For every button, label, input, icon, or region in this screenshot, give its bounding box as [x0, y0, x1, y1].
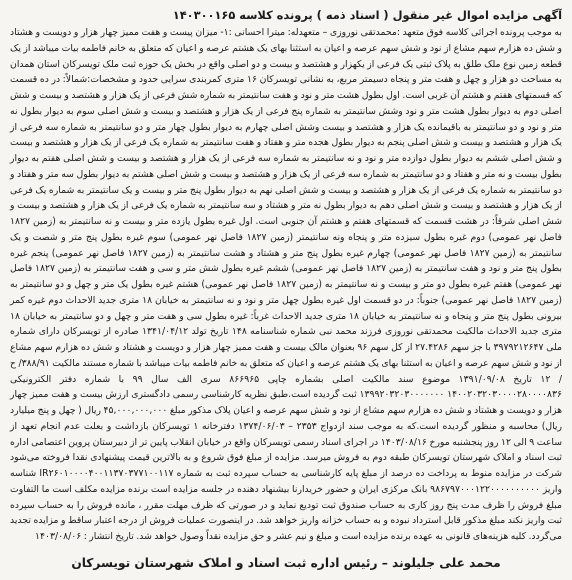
notice-body: به موجب پرونده اجرائی کلاسه فوق متعهد :محمدتقی نوروزی – متعهدله: میترا احسانی :۱- میزان پیست و هفت ممیز چهار هزار و دویست و هشتاد و شش ده هزارم سهم مشاع از نود و شش سهم عرصه و اعیان به استثنا بهای یک هشتم عرصه و اعیان که متعلق به خانم فاطمه بیات میباشد از یک قطعه زمین نوع ملک طلق به پلاک ثبتی یک فرعی از یکهزار و هشتصد و بیست و دو اصلی واقع در بخش یک حوزه ثبت ملک تویسرکان استان همدان به مساحت دو هزار و چهل و هفت متر و پنجاه دسیمتر مربع، به نشانی تویسرکان ۱۶ متری کمربندی سرایی حدود و مشخصات:شمالاً: در ده قسمت که قسمتهای هفتم و هشتم آن غربی است. اول بطول هشت متر و نود و هفت سانتیمتر به شماره شش فرعی از یک هزار و هشتصد و بیست و شش اصلی دوم به دیوار بطول هشت متر و نود وشش سانتیمتر به شماره پنج فرعی از یک هزار و هشتصد و بیست و شش اصلی سوم به دیوار بطول نه متر و نود و دو سانتیمتر به باقیمانده یک هزار و هشتصد و بیست وشش اصلی چهارم به دیوار بطول چهار متر و دو سانتیمتر به شماره سه فرعی از یک هزار و هشتصد و بیست و شش اصلی پنجم به دیوار بطول هجده متر و هفتاد و هفت سانتیمتر به شماره یک فرعی از یک هزار و هشتصد و بیست و شش اصلی ششم به دیوار بطول دوازده متر و نود و نه سانتیمتر به شماره سه فرعی از یک هزار و هشتصد و بیست و شش اصلی هفتم به دیوار بطول بیست و نه متر و هفتاد و دو سانتیمتر به شماره سه فرعی از یک هزار و هشتصد و بیست و شش اصلی هشتم به دیوار بطول سه متر و هفتاد و دو سانتیمتر به شماره یک فرعی از یک هزار و هشتصد و بیست و شش اصلی نهم به دیوار بطول پنج متر و بیست و یک سانتیمتر به شماره یک فرعی از یک هزار و هشتصد و بیست و شش اصلی دهم به دیوار بطول نه متر و هشتاد و سه سانتیمتر به شماره یک فرعی از یک هزار و هشتصد و بیست و شش اصلی شرقاً: در هشت قسمت که قسمتهای هفتم و هشتم آن جنوبی است. اول غیره بطول یازده متر و بیست و نه سانتیمتر به (زمین ۱۸۲۷ فاصل نهر عمومی) دوم غیره بطول سیزده متر و پنجاه ونه سانتیمتر (زمین ۱۸۲۷ فاصل نهر عمومی) سوم غیره بطول پنج متر و شصت و یک سانتیمتر به (زمین ۱۸۲۷ فاصل نهر عمومی) چهارم غیره بطول پنج متر و هشتاد و هشت سانتیمتر به (زمین ۱۸۲۷ فاصل نهر عمومی) پنجم غیره بطول پنج متر و نود و هفت سانتیمتر به (زمین ۱۸۲۷ فاصل نهر عمومی) ششم غیره بطول شش متر و سی و هفت سانتیمتر به (زمین ۱۸۲۷ فاصل نهر عمومی) هفتم غیره بطول دو متر و بیست و نه سانتیمتر به (زمین ۱۸۲۷ فاصل نهر عمومی) هشتم غیره بطول یک متر و چهل و دو سانتیمتر به (زمین ۱۸۲۷ فاصل نهر عمومی) جنوباً: در دو قسمت اول غیره بطول چهل متر و نود و نه سانتیمتر به خیابان ۱۸ متری جدید الاحداث دوم غیره کمر بیرونی بطول پنج متر و پنجاه و نه سانتیمتر به خیابان ۱۸ متری جدید الاحداث غرباً: غیره بطول سی و هفت متر و چهل و دو سانتیمتر به خیابان ۱۸ متری جدید الاحداث مالکیت محمدتقی نوروزی فرزند محمد نبی شماره شناسنامه ۱۴۸ تاریخ تولد ۱۳۴۱/۰۴/۱۲ صادره از تویسرکان دارای شماره ملی ۳۹۷۹۲۱۲۶۴۷ با جز سهم ۲۷.۴۲۸۶ از کل سهم ۹۶ بعنوان مالک بیست و هفت ممیز چهار هزار و دویست و هشتاد و شش ده هزارم سهم مشاع از نود و شش سهم عرصه و اعیان به استثنا بهای یک هشتم عرصه و اعیان که متعلق به خانم فاطمه بیات میباشد با شماره مستند مالکیت ۳۸۸/۹۱/ ح / ۱۲ تاریخ ۱۳۹۱/۰۹/۰۸ موضوع سند مالکیت اصلی بشماره چاپی ۸۶۶۹۶۵ سری الف سال ۹۹ با شماره دفتر الکترونیکی ۱۴۰۰۲۰۳۲۰۳۰۰۰۰۲۸۰۰۰۰۸۳۶ ۱۳۹۹۲۰۳۲۰۳۰۰۰۰۰۰۰ ثبت گردیده است.طبق نظریه کارشناسی رسمی دادگستری ارزش بیست و هفت ممیز چهار هزار و دویست و هشتاد و شش ده هزارم سهم مشاع از نود و شش سهم عرصه و اعیان پلاک مذکور مبلغ ۴۵,۰۰۰,۰۰۰,۰۰۰ ریال ( چهل و پنج میلیارد ریال) محاسبه و منظور گردیده است.که به موجب سند ازدواج ۲۳۵۳ – ۱۳۷۴/۰۶/۰۳ دفترخانه ۱ تویسرکان بازداشت و بعلت عدم انجام تعهد از ساعت ۹ الی ۱۲ روز پنجشنبه مورخ ۱۴۰۳/۰۸/۱۶ در اجرای اسناد رسمی تویسرکان واقع در خیابان انقلاب پایین تر از دبیرستان پروین اعتصامی اداره ثبت اسناد و املاک شهرستان تویسرکان طبقه دوم به فروش میرسد. مزایده از مبلغ فوق شروع و به بالاترین قیمت پیشنهادی نقدا فروخته می‌شود شرکت در مزایده منوط به پرداخت ده درصد از مبلغ پایه کارشناسی به حساب سپرده ثبت به شماره IR۲۶۰۱۰۰۰۰۴۰۰۱۱۳۷۰۳۷۷۱۰۰۱۱۷ شناسه واریز ۹۸۶۷۹۷۰۰۰۱۲۲۰۰۰۰۰۰۰۰۰۰ بانک مرکزی ایران و حضور خریدارنا بیشنهاد دهنده در جلسه مزایده است برنده مزایده مکلف است ما التفاوت مبلغ فروش را ظرف مدت پنج روز کاری به حساب صندوق ثبت تودیع نماید و در صورتی که ظرف مهلت مقرر ، مانده فروش را به حساب سپرده ثبت واریز نکند مبلغ مذکور قابل استرداد نبوده و به حساب خزانه واریز خواهد شد. در اینصورت عملیات فروش از درجه اعتبار ساقط و مزایده تجدید می‌گردد. کلیه هزینه‌های قانونی به عهده برنده مزایده است و مبلغ و نیم عشر و حق مزایده نقداً وصول خواهد شد. تاریخ انتشار : ۱۴۰۳/۰۸/۰۶ [10, 27, 563, 542]
notice-title: آگهی مزایده اموال غیر منقول ( اسناد ذمه ) پرونده کلاسه ۱۴۰۳۰۰۱۶۵ [172, 8, 562, 22]
notice-signature: محمد علی جلیلوند – رئیس اداره ثبت اسناد و املاک شهرستان تویسرکان [71, 556, 501, 570]
